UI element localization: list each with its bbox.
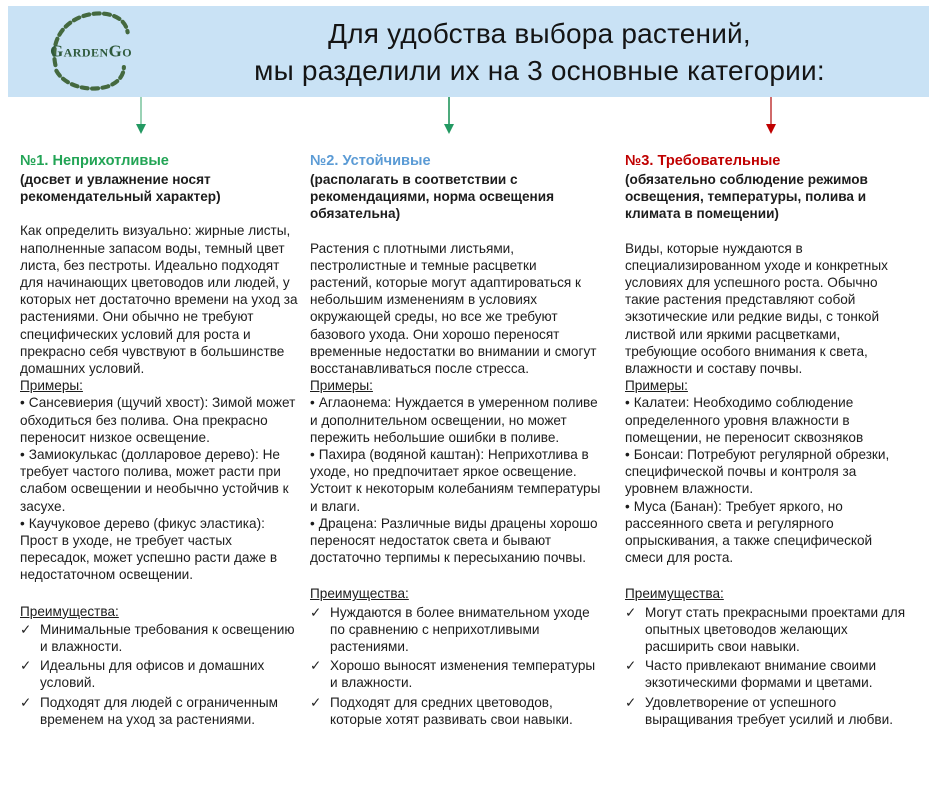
arrow-down-category-3-icon bbox=[765, 97, 777, 134]
check-icon: ✓ bbox=[625, 694, 637, 710]
advantage-text: Хорошо выносят изменения температуры и влажности. bbox=[330, 658, 596, 691]
check-icon: ✓ bbox=[310, 604, 322, 620]
advantage-text: Могут стать прекрасными проектами для опытных цветоводов желающих расширить свои навыки. bbox=[645, 604, 906, 655]
arrow-down-category-1-icon bbox=[135, 97, 147, 134]
category-3-advantages-label: Преимущества: bbox=[625, 586, 724, 602]
check-icon: ✓ bbox=[20, 621, 32, 637]
category-column-unpretentious bbox=[20, 152, 298, 730]
example-item bbox=[20, 515, 298, 584]
example-item bbox=[625, 394, 913, 446]
check-icon: ✓ bbox=[20, 658, 32, 674]
advantage-text: Подходят для средних цветоводов, которые хотят развивать свои навыки. bbox=[330, 694, 573, 727]
example-text: Каучуковое дерево (фикус эластика): Прост в уходе, не требует частых пересадок, может успешно расти даже в недостаточном освещении. bbox=[20, 515, 278, 583]
example-text: Калатеи: Необходимо соблюдение определенного уровня влажности в помещении, не переносит сквозняков bbox=[625, 395, 864, 445]
bullet-icon: • bbox=[625, 498, 630, 514]
advantages-list bbox=[310, 604, 602, 728]
bullet-icon: • bbox=[20, 395, 25, 411]
check-icon: ✓ bbox=[310, 658, 322, 674]
advantage-text: Подходят для людей с ограниченным временем на уход за растениями. bbox=[40, 694, 278, 727]
example-item bbox=[310, 446, 602, 515]
category-2-description: Растения с плотными листьями, пестролистные и темные расцветки растений, которые могут адаптироваться к небольшим изменениям в условиях окружающей среды, но все же требуют базового ухода. Они хорошо переносят временные недостатки во внимании и смогут восстанавливаться после стресса. bbox=[310, 240, 597, 377]
advantage-item bbox=[20, 694, 298, 728]
example-item bbox=[625, 498, 913, 567]
example-item bbox=[20, 394, 298, 446]
example-text: Пахира (водяной каштан): Неприхотлива в уходе, но предпочитает яркое освещение. Устоит к некоторым колебаниям температуры и влаги. bbox=[310, 447, 601, 514]
advantage-text: Минимальные требования к освещению и влажности. bbox=[40, 621, 295, 655]
category-1-examples-label: Примеры: bbox=[20, 378, 83, 394]
example-text: Бонсаи: Потребуют регулярной обрезки, специфической почвы и контроля за уровнем влажности. bbox=[625, 447, 890, 497]
category-column-resilient bbox=[310, 152, 602, 730]
category-1-subtitle: (досвет и увлажнение носят рекомендательный характер) bbox=[20, 172, 221, 205]
bullet-icon: • bbox=[310, 395, 315, 411]
advantage-text: Удовлетворение от успешного выращивания требует усилий и любви. bbox=[645, 694, 893, 727]
category-1-title: №1. Неприхотливые bbox=[20, 153, 169, 169]
bullet-icon: • bbox=[20, 447, 25, 463]
example-text: Драцена: Различные виды драцены хорошо переносят недостаток света и бывают достаточно терпимы к пересыханию почвы. bbox=[310, 515, 598, 566]
categories-container bbox=[20, 152, 913, 730]
bullet-icon: • bbox=[310, 515, 315, 531]
example-text: Муса (Банан): Требует яркого, но рассеянного света и регулярного опрыскивания, а также специфической смеси для роста. bbox=[625, 498, 873, 566]
example-text: Замиокулькас (долларовое дерево): Не требует частого полива, может расти при слабом освещении и необычно устойчив к засухе. bbox=[20, 447, 289, 514]
check-icon: ✓ bbox=[625, 604, 637, 620]
advantages-list bbox=[20, 621, 298, 728]
advantage-item bbox=[20, 621, 298, 655]
advantage-item bbox=[625, 694, 913, 728]
category-3-subtitle: (обязательно соблюдение режимов освещения, температуры, полива и климата в помещении) bbox=[625, 172, 868, 222]
gardengo-logo bbox=[8, 7, 176, 97]
advantage-text: Часто привлекают внимание своими экзотическими формами и цветами. bbox=[645, 658, 877, 691]
header-banner bbox=[8, 6, 929, 97]
logo-wordmark: GardenGo bbox=[50, 41, 133, 61]
category-2-examples-label: Примеры: bbox=[310, 378, 373, 394]
category-3-description: Виды, которые нуждаются в специализированном уходе и конкретных условиях для успешного роста. Обычно такие растения представляют собой экзотические или редкие виды, с тонкой листвой или яркими расцветками, требующие особого внимания к света, влажности и составу почвы. bbox=[625, 240, 888, 377]
page-title bbox=[176, 15, 929, 89]
advantage-item bbox=[310, 694, 602, 728]
title-line-2: мы разделили их на 3 основные категории: bbox=[254, 54, 825, 86]
advantage-item bbox=[20, 657, 298, 691]
category-3-title: №3. Требовательные bbox=[625, 153, 781, 169]
category-column-demanding bbox=[625, 152, 913, 730]
bullet-icon: • bbox=[310, 447, 315, 463]
bullet-icon: • bbox=[20, 515, 25, 531]
advantage-text: Идеальны для офисов и домашних условий. bbox=[40, 658, 265, 691]
advantages-list bbox=[625, 604, 913, 728]
category-2-subtitle: (располагать в соответствии с рекомендациями, норма освещения обязательна) bbox=[310, 172, 555, 222]
example-text: Аглаонема: Нуждается в умеренном поливе и дополнительном освещении, но может пережить небольшие ошибки в поливе. bbox=[310, 395, 598, 445]
category-1-advantages-label: Преимущества: bbox=[20, 603, 119, 619]
example-item bbox=[310, 515, 602, 567]
category-2-advantages-label: Преимущества: bbox=[310, 586, 409, 602]
category-3-examples-label: Примеры: bbox=[625, 378, 688, 394]
check-icon: ✓ bbox=[20, 694, 32, 710]
category-1-description: Как определить визуально: жирные листы, наполненные запасом воды, темный цвет листа, без пестроты. Идеально подходят для начинающих цветоводов или людей, у которых нет достаточно времени на уход за растениями. Они обычно не требуют специфических условий для роста и прекрасно себя чувствуют в большинстве домашних условий. bbox=[20, 223, 298, 377]
advantage-text: Нуждаются в более внимательном уходе по сравнению с неприхотливыми растениями. bbox=[330, 604, 590, 655]
bullet-icon: • bbox=[625, 447, 630, 463]
advantage-item bbox=[310, 657, 602, 691]
laurel-wreath-icon bbox=[40, 7, 144, 97]
check-icon: ✓ bbox=[625, 658, 637, 674]
example-item bbox=[310, 394, 602, 446]
bullet-icon: • bbox=[625, 395, 630, 411]
advantage-item bbox=[625, 604, 913, 656]
arrow-down-category-2-icon bbox=[443, 97, 455, 134]
title-line-1: Для удобства выбора растений, bbox=[328, 17, 751, 49]
example-item bbox=[625, 446, 913, 498]
category-2-title: №2. Устойчивые bbox=[310, 153, 431, 169]
example-text: Сансевиерия (щучий хвост): Зимой может обходиться без полива. Она прекрасно переносит низкое освещение. bbox=[20, 395, 296, 445]
advantage-item bbox=[625, 657, 913, 691]
example-item bbox=[20, 446, 298, 515]
check-icon: ✓ bbox=[310, 694, 322, 710]
advantage-item bbox=[310, 604, 602, 656]
